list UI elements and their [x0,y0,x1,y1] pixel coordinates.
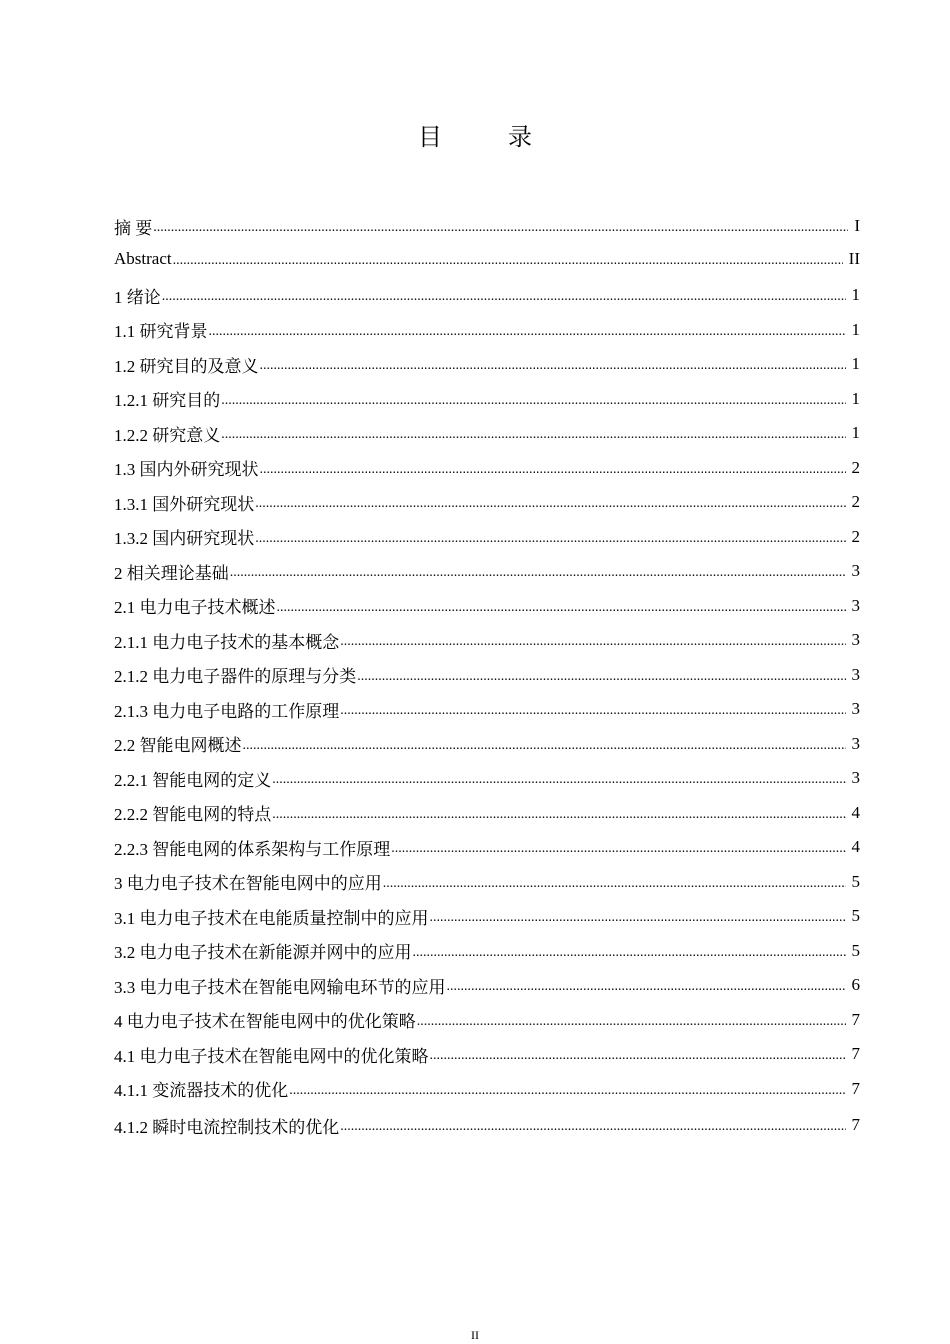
toc-entry[interactable] [114,589,860,624]
toc-dot-leader [357,669,845,685]
toc-entry-label: 2.1.2 电力电子器件的原理与分类 [114,667,357,687]
toc-entry[interactable] [114,278,860,313]
toc-entry-label: 1.3.2 国内研究现状 [114,529,255,549]
toc-dot-leader [173,253,843,269]
toc-dot-leader [277,600,846,616]
toc-dot-leader [340,703,845,719]
toc-entry[interactable] [114,727,860,762]
toc-entry-page: 1 [851,423,860,443]
toc-entry-label: 2.2.2 智能电网的特点 [114,805,272,825]
toc-entry-page: 1 [851,319,860,339]
toc-entry-page: 2 [851,526,860,546]
toc-dot-leader [255,496,845,512]
toc-dot-leader [413,945,846,961]
toc-entry-page: 1 [851,285,860,305]
toc-entry-page: 3 [851,595,860,615]
toc-entry-page: 3 [851,664,860,684]
toc-entry-label: 2.2.1 智能电网的定义 [114,770,272,790]
toc-dot-leader [260,462,846,478]
toc-dot-leader [391,841,845,857]
toc-dot-leader [221,427,845,443]
toc-entry-page: 2 [851,492,860,512]
toc-entry-page: I [854,216,860,235]
toc-entry[interactable] [114,830,860,865]
toc-entry-label: 3.2 电力电子技术在新能源并网中的应用 [114,943,412,963]
toc-entry-label: 1.1 研究背景 [114,322,208,342]
toc-entry-label: 3.3 电力电子技术在智能电网输电环节的应用 [114,977,446,997]
toc-entry-label: 2 相关理论基础 [114,563,229,583]
toc-entry-label: 3.1 电力电子技术在电能质量控制中的应用 [114,908,429,928]
toc-dot-leader [417,1014,846,1030]
toc-entry[interactable] [114,796,860,831]
toc-entry[interactable] [114,623,860,658]
toc-entry-page: 3 [851,733,860,753]
toc-entry-page: 3 [851,561,860,581]
toc-entry-page: 7 [851,1009,860,1029]
toc-entry-page: 2 [851,457,860,477]
toc-dot-leader [340,634,845,650]
toc-dot-leader [272,772,845,788]
toc-entry[interactable] [114,865,860,900]
toc-entry[interactable] [114,382,860,417]
table-of-contents [114,212,860,1144]
toc-entry-label: 4 电力电子技术在智能电网中的优化策略 [114,1012,416,1032]
toc-dot-leader [447,979,846,995]
toc-entry-label: 2.1.3 电力电子电路的工作原理 [114,701,340,721]
toc-entry-label: 2.1.1 电力电子技术的基本概念 [114,632,340,652]
toc-entry-label: 4.1.1 变流器技术的优化 [114,1081,289,1101]
toc-entry-page: 1 [851,388,860,408]
toc-entry[interactable] [114,554,860,589]
toc-dot-leader [230,565,846,581]
toc-entry-label: 3 电力电子技术在智能电网中的应用 [114,874,382,894]
toc-dot-leader [243,738,846,754]
toc-entry-page: 7 [851,1115,860,1134]
toc-entry[interactable] [114,761,860,796]
toc-entry-page: 1 [851,354,860,374]
toc-entry-page: 4 [851,837,860,857]
toc-entry[interactable] [114,1003,860,1038]
toc-entry-label: 1.2 研究目的及意义 [114,356,259,376]
toc-dot-leader [260,358,846,374]
toc-entry[interactable] [114,416,860,451]
toc-dot-leader [221,393,845,409]
toc-entry-page: 3 [851,699,860,719]
toc-entry-label: 1.3.1 国外研究现状 [114,494,255,514]
toc-dot-leader [153,220,848,236]
toc-entry-page: 3 [851,630,860,650]
toc-dot-leader [430,1048,846,1064]
toc-entry[interactable] [114,485,860,520]
toc-entry-page: II [848,249,860,268]
toc-entry[interactable] [114,658,860,693]
toc-entry-label: 4.1 电力电子技术在智能电网中的优化策略 [114,1046,429,1066]
toc-dot-leader [209,324,846,340]
toc-entry-abstract-cn[interactable] [114,212,860,240]
toc-entry-page: 6 [851,975,860,995]
toc-entry-page: 5 [851,940,860,960]
toc-entry-page: 7 [851,1078,860,1098]
toc-entry-label: 2.2 智能电网概述 [114,736,242,756]
toc-entry-label: 1.2.1 研究目的 [114,391,221,411]
toc-dot-leader [383,876,846,892]
toc-entry-label: 1 绪论 [114,287,161,307]
toc-entry-label: 2.2.3 智能电网的体系架构与工作原理 [114,839,391,859]
toc-entry[interactable] [114,1106,860,1144]
toc-entry-page: 7 [851,1044,860,1064]
toc-entry[interactable] [114,1072,860,1107]
toc-entry[interactable] [114,313,860,348]
toc-entry[interactable] [114,899,860,934]
toc-entry-label: 1.3 国内外研究现状 [114,460,259,480]
toc-entry-label: 4.1.2 瞬时电流控制技术的优化 [114,1117,340,1137]
toc-entry[interactable] [114,692,860,727]
toc-entry-label: Abstract [114,249,172,268]
toc-entry[interactable] [114,968,860,1003]
toc-entry-label: 1.2.2 研究意义 [114,425,221,445]
toc-entry[interactable] [114,1037,860,1072]
toc-entry[interactable] [114,347,860,382]
toc-entry-page: 5 [851,906,860,926]
toc-dot-leader [162,289,846,305]
toc-dot-leader [255,531,845,547]
toc-entry-page: 3 [851,768,860,788]
toc-entry-label: 2.1 电力电子技术概述 [114,598,276,618]
toc-entry[interactable] [114,934,860,969]
toc-entry-page: 5 [851,871,860,891]
toc-dot-leader [272,807,845,823]
toc-entry[interactable] [114,520,860,555]
toc-dot-leader [340,1119,845,1135]
toc-dot-leader [430,910,846,926]
toc-dot-leader [289,1083,845,1099]
page-title: 目 录 [418,125,562,151]
toc-entry-abstract-en[interactable] [114,240,860,278]
toc-entry-page: 4 [851,802,860,822]
footer-page-number: II [471,1328,479,1342]
toc-entry[interactable] [114,451,860,486]
toc-entry-label: 摘 要 [114,218,153,238]
